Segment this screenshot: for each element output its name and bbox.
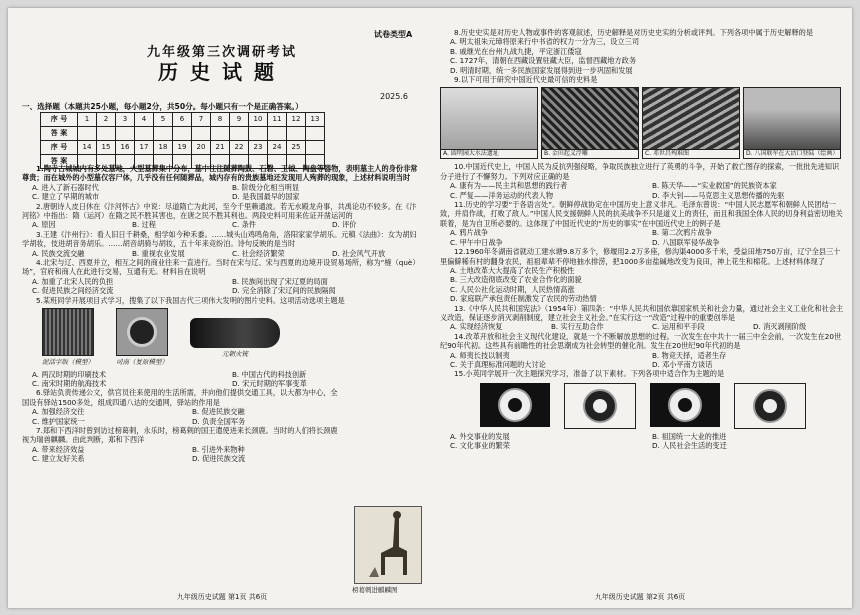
question-4-options — [22, 286, 422, 295]
question-10-options — [440, 181, 844, 190]
subject-title: 历史试题 — [158, 60, 286, 84]
question-5-options — [22, 370, 422, 379]
table-cell: 16 — [116, 141, 135, 155]
clay-type-picture — [42, 308, 94, 356]
table-cell: 5 — [154, 113, 173, 127]
option[interactable]: A. 明太祖朱元璋将原来行中书省的权力一分为三，设立三司 — [450, 37, 640, 47]
answer-cell[interactable] — [211, 127, 230, 141]
question-11-options — [440, 238, 844, 247]
image-caption: 司南（复原模型） — [116, 358, 168, 367]
compass-picture — [116, 308, 168, 356]
paper-type-label: 试卷类型A — [374, 30, 413, 39]
question-14-options — [440, 351, 844, 360]
giraffe-caption: 榜葛剌进麒麟图 — [352, 586, 398, 594]
option[interactable]: C. 严复——洋务运动的代表人物 — [450, 190, 554, 200]
option[interactable]: D. 宋元时期的军事变革 — [232, 378, 307, 388]
exam-date: 2025.6 — [380, 92, 408, 101]
option[interactable]: C. 建立了早期的城市 — [32, 192, 100, 202]
table-cell: 25 — [287, 141, 306, 155]
question-8-option — [440, 56, 844, 65]
question-7-options — [22, 454, 342, 463]
question-1: 1.陶寺古城城内有多处墓地，大型墓葬集中分布，墓中往往随葬陶鼓、石磬、玉钺、陶盘等器物，表明墓主人的身份非常尊贵；而在城外的小型墓仅容尸体，几乎没有任何随葬品，城内存有的贵族墓地还发现用人殉葬的现象，上述材料说明当时 — [22, 164, 418, 183]
question-3-options — [22, 249, 422, 258]
option[interactable]: A. 土地改革大大提高了农民生产积极性 — [450, 265, 575, 275]
option[interactable]: A. 加重了北宋人民的负担 — [32, 276, 114, 286]
question-12-option — [440, 275, 844, 284]
question-14-options — [440, 360, 844, 369]
option[interactable]: D. 八国联军侵华战争 — [652, 237, 720, 247]
compass-image — [116, 308, 168, 367]
option[interactable]: C. 南宋时期的航海技术 — [32, 378, 107, 388]
photo-option-c[interactable] — [642, 87, 740, 159]
option[interactable]: D. 明清时期，统一多民族国家发展得到进一步巩固和发展 — [450, 65, 633, 75]
answer-cell[interactable] — [154, 127, 173, 141]
option[interactable]: D. 家庭联产承包责任制激发了农民的劳动热情 — [450, 294, 597, 304]
option[interactable]: A. 外交事业的发展 — [450, 431, 510, 441]
option[interactable]: D. 促进民族交流 — [192, 454, 246, 464]
giraffe-painting — [354, 506, 422, 584]
question-4-options — [22, 277, 422, 286]
option[interactable]: A. 进入了新石器时代 — [32, 182, 99, 192]
page-one-footer: 九年级历史试题 第1页 共6页 — [176, 592, 268, 601]
option[interactable]: B. 中国古代的科技创新 — [232, 369, 307, 379]
table-cell: 8 — [211, 113, 230, 127]
question-6-options — [22, 417, 342, 426]
photo-option-d[interactable] — [743, 87, 841, 159]
table-cell: 14 — [78, 141, 97, 155]
table-head-label: 序 号 — [41, 113, 78, 127]
photo-caption: B. 金田起义浮雕 — [542, 149, 638, 158]
table-cell: 20 — [192, 141, 211, 155]
option[interactable]: B. 引进外来物种 — [192, 444, 245, 454]
question-8-option — [440, 37, 844, 46]
answer-cell[interactable] — [97, 127, 116, 141]
photo-option-a[interactable] — [440, 87, 538, 159]
answer-cell[interactable] — [249, 127, 268, 141]
question-9: 9.以下可用于研究中国近代史最可信的史料是 — [454, 75, 598, 85]
table-cell: 12 — [287, 113, 306, 127]
option[interactable]: B. 陈天华——“实业救国”的民族资本家 — [652, 181, 777, 191]
firearm-picture — [190, 318, 280, 348]
option[interactable]: A. 民族交流交融 — [32, 248, 85, 258]
question-6: 6.驿站负责传递公文，供官员往来使用的生活所需，并向他们提供交通工具，以大都为中心，全国设有驿站1500多处，组成四通八达的交通网，驿站的作用是 — [22, 388, 338, 407]
question-11: 11.历史的学习要“于各语言处”。朝鲜停战协定在中国历史上意义非凡。毛泽东曾说：“中国人民志愿军和朝鲜人民团结一致，并肩作战，打败了敌人。”中国人民支援朝鲜人民的抗美战争不只是道义上的责任，而且和我国全体人民的切身利益密切地关联着，是为自卫所必要的。这体现了中国近代史的“历史的事实”在中国近代史上的例子是 — [440, 200, 843, 228]
question-12-option — [440, 294, 844, 303]
option[interactable]: D. 是我国最早的国家 — [232, 192, 300, 202]
table-cell — [306, 141, 325, 155]
option[interactable]: B. 三大改造彻底改变了农业合作化的面貌 — [450, 275, 582, 285]
question-2: 2.唐朝诗人皮日休在《汴河怀古》中说：尽道隋亡为此河，至今千里赖通波。若无水殿龙舟事，共禹论功不较多。在《汴河铭》中指出：隋（运河）在隋之民不胜其害也，在唐之民不胜其利也。两段史料可用来佐证开凿运河的 — [22, 201, 417, 221]
question-15-emblems — [480, 383, 844, 429]
table-cell: 23 — [249, 141, 268, 155]
question-5-images — [42, 308, 422, 367]
question-6-options — [22, 407, 342, 416]
question-4: 4.北宋与辽、西夏并立，相互之间的商业往来一直进行。当时在宋与辽、宋与西夏的边境开设贸易场所，称为“榷（què）场”，官府和商人在此进行交易，互通有无。材料旨在说明 — [22, 258, 420, 277]
question-7-options — [22, 445, 342, 454]
answer-cell[interactable] — [78, 127, 97, 141]
table-cell: 7 — [192, 113, 211, 127]
table-cell: 4 — [135, 113, 154, 127]
answer-cell[interactable] — [173, 127, 192, 141]
giraffe-icon — [355, 507, 421, 583]
question-13: 13.《中华人民共和国宪法》（1954年）第四条：“中华人民共和国依靠国家机关和社会力量，通过社会主义工业化和社会主义改造，保证逐步消灭剥削制度，建立社会主义社会。”在实行这一“改造”过程中的重要创举是 — [440, 303, 844, 322]
section-one-heading: 一、选择题（本题共25小题，每小题2分，共50分。每小题只有一个是正确答案。） — [22, 102, 303, 111]
question-8-option — [440, 66, 844, 75]
option[interactable]: C. 关于真理标准问题的大讨论 — [450, 359, 546, 369]
question-9-photos — [440, 87, 844, 159]
option[interactable]: C. 甲午中日战争 — [450, 237, 503, 247]
question-12: 12.1960年冬湖南省就动工建水塘9.8万多个，修堰用2.2万多座，修沟渠4000多千米，受益田地750万亩，辽宁全县三十里偏僻稀有村的翻身农民，祖祖辈辈不停地抽水排涝，把1000多亩盐碱地改变为良田，神上花生和棉花。上述材料体现了 — [440, 247, 841, 266]
option[interactable]: C. 人民公社化运动时期，人民热情高涨 — [450, 284, 575, 294]
option[interactable]: C. 维护国家统一 — [32, 416, 85, 426]
exam-title: 九年级第三次调研考试 — [146, 45, 297, 60]
option[interactable]: D. 消灭剥削阶级 — [753, 322, 807, 332]
table-ans-label: 答 案 — [41, 155, 78, 169]
exam-sheet — [8, 8, 852, 608]
question-5: 5.某班同学开展项目式学习，搜集了以下我国古代三项伟大发明的图片史料。这项活动选项主题是 — [36, 295, 345, 305]
hong-kong-flag-icon — [480, 383, 550, 427]
question-15: 15.小英同学展开一次主题探究学习，准备了以下素材。下列各项中适合作为主题的是 — [454, 369, 725, 379]
hong-kong-emblem-icon — [564, 383, 636, 429]
photo-option-b[interactable] — [541, 87, 639, 159]
question-8: 8.历史史实是对历史人物或事件的客观叙述，历史解释是对历史史实的分析或评判。下列各项中属于历史解释的是 — [454, 28, 814, 37]
answer-table — [40, 112, 325, 169]
question-10: 10.中国近代史上，中国人民为反抗列强侵略，争取民族独立进行了英勇的斗争，开始了救亡图存的探索，一批批先进知识分子进行了不懈努力。下列对应正确的是 — [440, 162, 840, 181]
option[interactable]: B. 促进民族交融 — [192, 407, 245, 417]
option[interactable]: D. 社会风气开放 — [332, 248, 386, 258]
option[interactable]: A. 师夷长技以制夷 — [450, 350, 510, 360]
option[interactable]: A. 加强经济交往 — [32, 407, 85, 417]
table-cell: 2 — [97, 113, 116, 127]
answer-cell[interactable] — [192, 127, 211, 141]
question-14: 14.改革开放和社会主义现代化建设，就是一个不断解放思想的过程。一次发生在中共十一届三中全会前，一次发生在20世纪90年代初。这些具有前瞻性的社会思潮成为社会转型的催化剂。发生在20世纪90年代初的是 — [440, 331, 842, 351]
option[interactable]: C. 1727年，清朝在西藏设置驻藏大臣，监督西藏地方政务 — [450, 56, 637, 66]
question-2-options — [22, 220, 422, 229]
photo-caption: C. 邓世昌殉难图 — [643, 149, 739, 158]
answer-cell[interactable] — [230, 127, 249, 141]
question-12-option — [440, 285, 844, 294]
photo-caption: D. 八国联军在大沽口登陆（绘画） — [746, 150, 839, 158]
table-cell: 18 — [154, 141, 173, 155]
option[interactable]: B. 重视农业发展 — [132, 248, 185, 258]
table-cell: 10 — [249, 113, 268, 127]
table-cell: 22 — [230, 141, 249, 155]
table-cell: 13 — [306, 113, 325, 127]
question-7: 7.郑和下西洋时曾到访过榜葛剌，永乐时，榜葛剌的国王遣使进来长颈鹿。当时的人们将长颈鹿视为瑞兽麒麟。由此判断，郑和下西洋 — [22, 425, 338, 445]
option[interactable]: B. 戚继光在台州九战九捷，平定浙江倭寇 — [450, 46, 582, 56]
answer-cell[interactable] — [268, 127, 287, 141]
table-cell: 24 — [268, 141, 287, 155]
table-cell: 11 — [268, 113, 287, 127]
table-cell: 3 — [116, 113, 135, 127]
option[interactable]: A. 实现经济恢复 — [450, 322, 503, 332]
option[interactable]: C. 条件 — [232, 220, 256, 230]
option[interactable]: D. 邓小平南方谈话 — [652, 359, 713, 369]
option[interactable]: A. 鸦片战争 — [450, 228, 489, 238]
question-11-options — [440, 228, 844, 237]
table-cell: 17 — [135, 141, 154, 155]
question-8-option — [440, 47, 844, 56]
option[interactable]: C. 运用和平手段 — [652, 322, 705, 332]
option[interactable]: C. 文化事业的繁荣 — [450, 441, 510, 451]
macau-emblem-icon — [734, 383, 806, 429]
option[interactable]: B. 物竞天择，适者生存 — [652, 350, 727, 360]
table-cell: 19 — [173, 141, 192, 155]
table-cell: 21 — [211, 141, 230, 155]
answer-cell[interactable] — [287, 127, 306, 141]
question-15-options — [440, 441, 844, 450]
option[interactable]: D. 李大钊——马克思主义思想传播的先驱 — [652, 190, 785, 200]
photo-caption: A. 圆明园大水法遗址 — [441, 149, 537, 158]
option[interactable]: A. 带来经济效益 — [32, 444, 85, 454]
option[interactable]: B. 过程 — [132, 220, 156, 230]
table-cell: 1 — [78, 113, 97, 127]
firearm-image — [190, 308, 280, 367]
option[interactable]: B. 阶级分化相当明显 — [232, 182, 300, 192]
clay-type-image — [42, 308, 94, 367]
page-two-footer: 九年级历史试题 第2页 共6页 — [594, 592, 686, 601]
option[interactable]: D. 评价 — [332, 220, 357, 230]
page-one-questions — [22, 164, 422, 464]
question-1-options — [22, 183, 422, 192]
answer-cell[interactable] — [116, 127, 135, 141]
table-cell: 6 — [173, 113, 192, 127]
macau-flag-icon — [650, 383, 720, 427]
option[interactable]: D. 人民社会生活的变迁 — [652, 441, 727, 451]
question-12-option — [440, 266, 844, 275]
option[interactable]: A. 两汉时期的印刷技术 — [32, 369, 107, 379]
page-two-questions — [440, 28, 844, 451]
question-3: 3.王建《汴州行》：看人旧日千耕桑，相学如今种禾黍。……城头山鸡鸣角角，洛阳家家学胡乐。元稹《法曲》：女为胡妇学胡妆，伎进胡音务胡乐。……胡音胡骑与胡妆，五十年来竞纷泊。诗句反映的是当时 — [22, 229, 417, 249]
option[interactable]: B. 民族间出现了宋辽夏的局面 — [232, 276, 328, 286]
table-ans-label: 答 案 — [41, 127, 78, 141]
option[interactable]: D. 完全消除了宋辽间的民族隔阂 — [232, 286, 336, 296]
option[interactable]: B. 第二次鸦片战争 — [652, 228, 712, 238]
option[interactable]: C. 社会经济繁荣 — [232, 248, 285, 258]
option[interactable]: B. 实行互助合作 — [551, 322, 604, 332]
page-one — [22, 8, 434, 608]
option[interactable]: A. 原因 — [32, 220, 56, 230]
option[interactable]: C. 促进民族之间经济交流 — [32, 286, 114, 296]
question-1-options — [22, 192, 422, 201]
image-caption: 元朝火铳 — [222, 350, 248, 359]
page-two — [440, 8, 852, 608]
option[interactable]: A. 康有为——民主共和思想的践行者 — [450, 181, 568, 191]
table-head-label: 序 号 — [41, 141, 78, 155]
question-10-options — [440, 191, 844, 200]
question-13-options — [440, 322, 844, 331]
option[interactable]: B. 祖国统一大业的推进 — [652, 431, 727, 441]
question-15-options — [440, 432, 844, 441]
answer-cell[interactable] — [306, 127, 325, 141]
question-5-options — [22, 379, 422, 388]
option[interactable]: C. 建立友好关系 — [32, 454, 85, 464]
table-cell: 15 — [97, 141, 116, 155]
table-cell: 9 — [230, 113, 249, 127]
option[interactable]: D. 负责全国军务 — [192, 416, 246, 426]
image-caption: 泥活字版（模型） — [42, 358, 94, 367]
answer-cell[interactable] — [135, 127, 154, 141]
